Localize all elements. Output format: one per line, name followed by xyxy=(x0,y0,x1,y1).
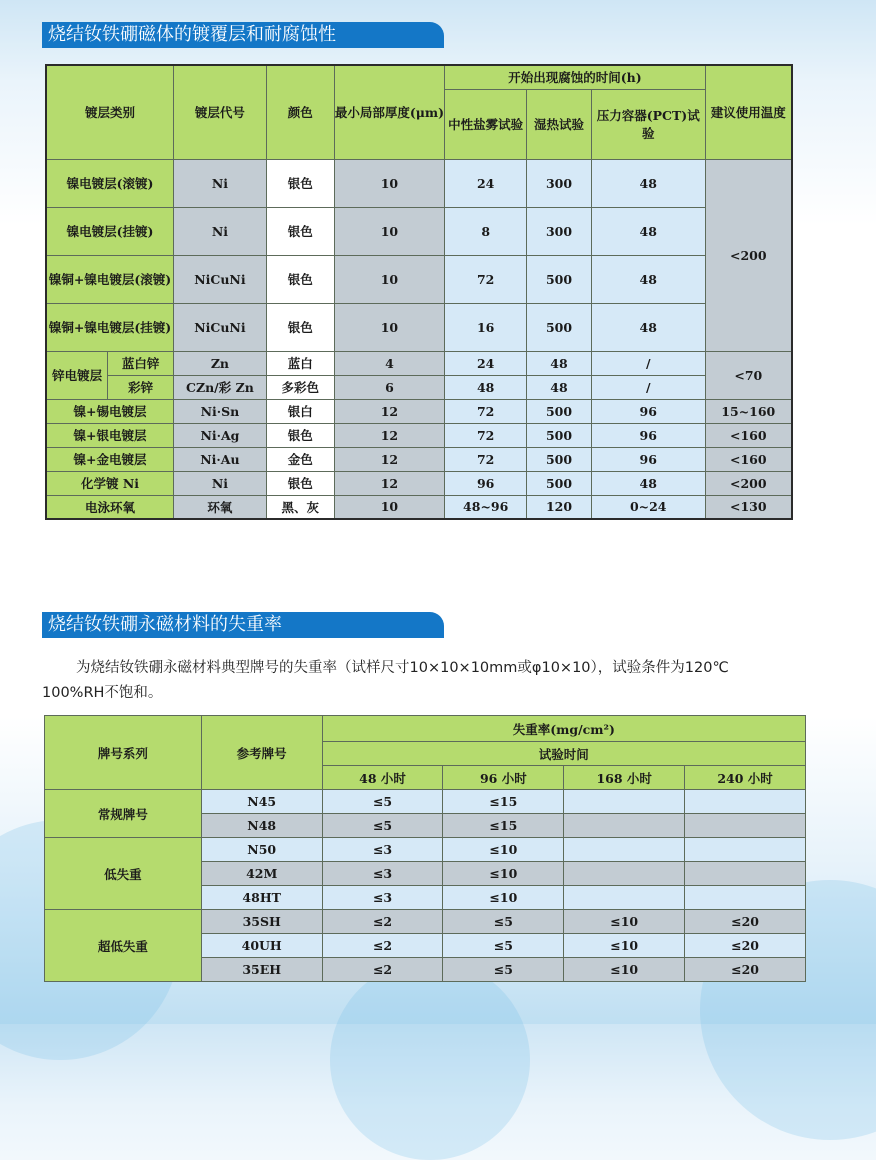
pct-value: 48 xyxy=(591,303,705,351)
humid-value: 500 xyxy=(527,447,592,471)
loss-240h xyxy=(685,790,806,814)
temperature-value: <200 xyxy=(705,471,792,495)
weight-loss-table xyxy=(44,715,806,982)
table-row xyxy=(46,471,792,495)
coating-color: 银色 xyxy=(266,303,334,351)
loss-240h xyxy=(685,814,806,838)
coating-code: NiCuNi xyxy=(174,255,267,303)
table-row xyxy=(46,399,792,423)
salt-value: 96 xyxy=(445,471,527,495)
coating-type: 电泳环氧 xyxy=(46,495,174,519)
coating-type: 镍电镀层(滚镀) xyxy=(46,159,174,207)
loss-168h xyxy=(564,790,685,814)
salt-value: 72 xyxy=(445,447,527,471)
coating-color: 银色 xyxy=(266,207,334,255)
humid-value: 500 xyxy=(527,255,592,303)
temperature-value: <160 xyxy=(705,423,792,447)
pct-value: 48 xyxy=(591,207,705,255)
table-row xyxy=(45,790,806,814)
intro-line-2: 100%RH不饱和。 xyxy=(42,685,163,701)
salt-value: 72 xyxy=(445,399,527,423)
loss-168h: ≤10 xyxy=(564,958,685,982)
loss-48h: ≤2 xyxy=(322,958,443,982)
header-series: 牌号系列 xyxy=(45,716,202,790)
loss-168h xyxy=(564,886,685,910)
humid-value: 300 xyxy=(527,207,592,255)
coating-color: 银色 xyxy=(266,255,334,303)
humid-value: 500 xyxy=(527,423,592,447)
coating-code: Ni xyxy=(174,471,267,495)
coating-color: 银色 xyxy=(266,471,334,495)
temperature-value: 15~160 xyxy=(705,399,792,423)
header-coating-type: 镀层类别 xyxy=(46,65,174,159)
pct-value: 96 xyxy=(591,447,705,471)
zinc-subtype: 蓝白锌 xyxy=(108,351,174,375)
loss-96h: ≤5 xyxy=(443,910,564,934)
table-row xyxy=(46,207,792,255)
table-row xyxy=(45,838,806,862)
coating-type: 镍电镀层(挂镀) xyxy=(46,207,174,255)
header-pct: 压力容器(PCT)试验 xyxy=(591,89,705,159)
loss-96h: ≤10 xyxy=(443,862,564,886)
salt-value: 48 xyxy=(445,375,527,399)
header-grade: 参考牌号 xyxy=(201,716,322,790)
header-coating-code: 镀层代号 xyxy=(174,65,267,159)
header-weight-loss: 失重率(mg/cm²) xyxy=(322,716,805,742)
salt-value: 24 xyxy=(445,159,527,207)
coating-code: 环氧 xyxy=(174,495,267,519)
coating-code: CZn/彩 Zn xyxy=(174,375,267,399)
pct-value: / xyxy=(591,375,705,399)
salt-value: 72 xyxy=(445,255,527,303)
loss-96h: ≤10 xyxy=(443,838,564,862)
temperature-value: <200 xyxy=(705,159,792,351)
table-row xyxy=(46,495,792,519)
coating-code: Ni xyxy=(174,159,267,207)
coating-type: 镍+锡电镀层 xyxy=(46,399,174,423)
loss-240h: ≤20 xyxy=(685,958,806,982)
temperature-value: <70 xyxy=(705,351,792,399)
coating-code: Zn xyxy=(174,351,267,375)
coating-type: 镍铜+镍电镀层(滚镀) xyxy=(46,255,174,303)
loss-168h xyxy=(564,838,685,862)
salt-value: 72 xyxy=(445,423,527,447)
series-label: 常规牌号 xyxy=(45,790,202,838)
loss-96h: ≤10 xyxy=(443,886,564,910)
grade: 42M xyxy=(201,862,322,886)
grade: 35SH xyxy=(201,910,322,934)
humid-value: 48 xyxy=(527,351,592,375)
coating-code: Ni xyxy=(174,207,267,255)
loss-168h xyxy=(564,862,685,886)
humid-value: 500 xyxy=(527,471,592,495)
loss-96h: ≤15 xyxy=(443,814,564,838)
salt-value: 48~96 xyxy=(445,495,527,519)
grade: 40UH xyxy=(201,934,322,958)
series-label: 低失重 xyxy=(45,838,202,910)
coating-thickness: 12 xyxy=(334,447,445,471)
pct-value: 96 xyxy=(591,399,705,423)
loss-48h: ≤5 xyxy=(322,790,443,814)
loss-240h xyxy=(685,838,806,862)
table-row xyxy=(46,159,792,207)
coating-thickness: 10 xyxy=(334,303,445,351)
loss-48h: ≤2 xyxy=(322,934,443,958)
coating-color: 银白 xyxy=(266,399,334,423)
pct-value: 48 xyxy=(591,471,705,495)
grade: 35EH xyxy=(201,958,322,982)
intro-paragraph xyxy=(42,656,832,706)
table-row xyxy=(46,351,792,375)
table-row xyxy=(46,303,792,351)
grade: N48 xyxy=(201,814,322,838)
loss-240h xyxy=(685,862,806,886)
loss-168h: ≤10 xyxy=(564,910,685,934)
loss-96h: ≤5 xyxy=(443,934,564,958)
header-temperature: 建议使用温度 xyxy=(705,65,792,159)
loss-168h xyxy=(564,814,685,838)
table-row xyxy=(46,255,792,303)
pct-value: / xyxy=(591,351,705,375)
coating-color: 金色 xyxy=(266,447,334,471)
header-168h: 168 小时 xyxy=(564,766,685,790)
header-thickness: 最小局部厚度(μm) xyxy=(334,65,445,159)
header-color: 颜色 xyxy=(266,65,334,159)
section-title-weight-loss: 烧结钕铁硼永磁材料的失重率 xyxy=(42,612,444,638)
loss-96h: ≤15 xyxy=(443,790,564,814)
coating-corrosion-table xyxy=(45,64,793,520)
zinc-subtype: 彩锌 xyxy=(108,375,174,399)
coating-thickness: 10 xyxy=(334,255,445,303)
coating-color: 黑、灰 xyxy=(266,495,334,519)
loss-48h: ≤2 xyxy=(322,910,443,934)
humid-value: 120 xyxy=(527,495,592,519)
pct-value: 0~24 xyxy=(591,495,705,519)
coating-color: 蓝白 xyxy=(266,351,334,375)
section-title-coating: 烧结钕铁硼磁体的镀覆层和耐腐蚀性 xyxy=(42,22,444,48)
header-96h: 96 小时 xyxy=(443,766,564,790)
table-row xyxy=(46,447,792,471)
loss-48h: ≤5 xyxy=(322,814,443,838)
temperature-value: <160 xyxy=(705,447,792,471)
loss-240h: ≤20 xyxy=(685,910,806,934)
coating-type: 化学镀 Ni xyxy=(46,471,174,495)
pct-value: 48 xyxy=(591,159,705,207)
coating-code: NiCuNi xyxy=(174,303,267,351)
header-240h: 240 小时 xyxy=(685,766,806,790)
coating-thickness: 10 xyxy=(334,159,445,207)
coating-color: 多彩色 xyxy=(266,375,334,399)
grade: 48HT xyxy=(201,886,322,910)
coating-type: 镍+金电镀层 xyxy=(46,447,174,471)
humid-value: 500 xyxy=(527,399,592,423)
grade: N45 xyxy=(201,790,322,814)
coating-thickness: 6 xyxy=(334,375,445,399)
loss-96h: ≤5 xyxy=(443,958,564,982)
coating-thickness: 12 xyxy=(334,423,445,447)
table-row xyxy=(45,910,806,934)
coating-type: 镍+银电镀层 xyxy=(46,423,174,447)
humid-value: 48 xyxy=(527,375,592,399)
loss-48h: ≤3 xyxy=(322,886,443,910)
pct-value: 96 xyxy=(591,423,705,447)
salt-value: 16 xyxy=(445,303,527,351)
coating-color: 银色 xyxy=(266,423,334,447)
header-corrosion-time: 开始出现腐蚀的时间(h) xyxy=(445,65,705,89)
series-label: 超低失重 xyxy=(45,910,202,982)
coating-thickness: 10 xyxy=(334,207,445,255)
coating-color: 银色 xyxy=(266,159,334,207)
intro-line-1: 为烧结钕铁硼永磁材料典型牌号的失重率（试样尺寸10×10×10mm或φ10×10），试验条件为120℃ xyxy=(76,660,729,676)
header-48h: 48 小时 xyxy=(322,766,443,790)
table-row xyxy=(46,423,792,447)
coating-thickness: 10 xyxy=(334,495,445,519)
grade: N50 xyxy=(201,838,322,862)
table-row xyxy=(46,375,792,399)
header-test-time: 试验时间 xyxy=(322,742,805,766)
header-salt-spray: 中性盐雾试验 xyxy=(445,89,527,159)
coating-type: 镍铜+镍电镀层(挂镀) xyxy=(46,303,174,351)
temperature-value: <130 xyxy=(705,495,792,519)
loss-168h: ≤10 xyxy=(564,934,685,958)
coating-code: Ni·Au xyxy=(174,447,267,471)
zinc-group-label: 锌电镀层 xyxy=(46,351,108,399)
loss-240h xyxy=(685,886,806,910)
loss-48h: ≤3 xyxy=(322,838,443,862)
loss-240h: ≤20 xyxy=(685,934,806,958)
coating-thickness: 12 xyxy=(334,399,445,423)
background-bubble xyxy=(330,960,530,1160)
salt-value: 8 xyxy=(445,207,527,255)
humid-value: 500 xyxy=(527,303,592,351)
coating-code: Ni·Sn xyxy=(174,399,267,423)
pct-value: 48 xyxy=(591,255,705,303)
humid-value: 300 xyxy=(527,159,592,207)
coating-thickness: 4 xyxy=(334,351,445,375)
header-humid-heat: 湿热试验 xyxy=(527,89,592,159)
coating-thickness: 12 xyxy=(334,471,445,495)
salt-value: 24 xyxy=(445,351,527,375)
coating-code: Ni·Ag xyxy=(174,423,267,447)
loss-48h: ≤3 xyxy=(322,862,443,886)
